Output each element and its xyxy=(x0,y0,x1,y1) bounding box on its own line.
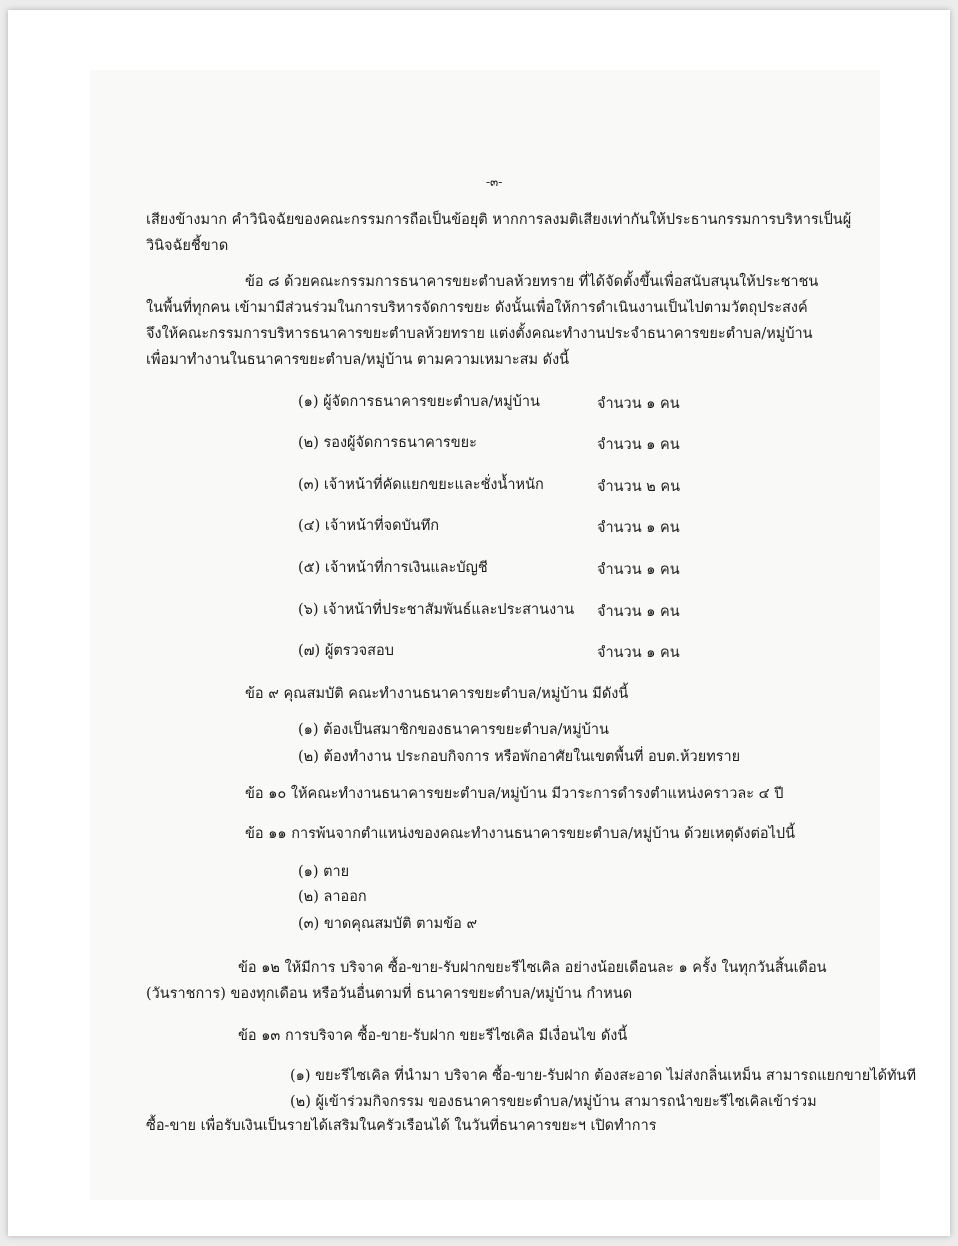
clause-13-line: ซื้อ-ขาย เพื่อรับเงินเป็นรายได้เสริมในครัวเรือนได้ ในวันที่ธนาคารขยะฯ เปิดทำการ xyxy=(146,1118,657,1134)
staff-role: (๔) เจ้าหน้าที่จดบันทึก xyxy=(298,518,440,534)
intro-line-2: วินิจฉัยชี้ขาด xyxy=(146,238,229,254)
staff-role: (๑) ผู้จัดการธนาคารขยะตำบล/หมู่บ้าน xyxy=(298,394,540,410)
clause-12-line-1: ข้อ ๑๒ ให้มีการ บริจาค ซื้อ-ขาย-รับฝากขยะรีไซเคิล อย่างน้อยเดือนละ ๑ ครั้ง ในทุกวันสิ้นเดือน xyxy=(238,960,827,976)
staff-count: จำนวน ๑ คน xyxy=(597,562,680,578)
staff-role: (๕) เจ้าหน้าที่การเงินและบัญชี xyxy=(298,560,488,576)
intro-line-1: เสียงข้างมาก คำวินิจฉัยของคณะกรรมการถือเป็นข้อยุติ หากการลงมติเสียงเท่ากันให้ประธานกรรมการบริหารเป็นผู้ xyxy=(146,212,852,228)
document-page xyxy=(8,10,950,1236)
staff-count: จำนวน ๑ คน xyxy=(597,645,680,661)
clause-9-heading: ข้อ ๙ คุณสมบัติ คณะทำงานธนาคารขยะตำบล/หมู่บ้าน มีดังนี้ xyxy=(245,686,629,702)
clause-11-item: (๒) ลาออก xyxy=(298,889,367,905)
staff-count: จำนวน ๑ คน xyxy=(597,520,680,536)
clause-8-line-2: ในพื้นที่ทุกคน เข้ามามีส่วนร่วมในการบริหารจัดการขยะ ดังนั้นเพื่อให้การดำเนินงานเป็นไปตามวัตถุประสงค์ xyxy=(146,300,808,316)
clause-8-line-3: จึงให้คณะกรรมการบริหารธนาคารขยะตำบลห้วยทราย แต่งตั้งคณะทำงานประจำธนาคารขยะตำบล/หมู่บ้าน xyxy=(146,326,813,342)
staff-role: (๓) เจ้าหน้าที่คัดแยกขยะและชั่งน้ำหนัก xyxy=(298,477,544,493)
clause-11-item: (๓) ขาดคุณสมบัติ ตามข้อ ๙ xyxy=(298,916,478,932)
staff-count: จำนวน ๑ คน xyxy=(597,604,680,620)
page-number: -๓- xyxy=(486,175,503,189)
clause-10: ข้อ ๑๐ ให้คณะทำงานธนาคารขยะตำบล/หมู่บ้าน มีวาระการดำรงตำแหน่งคราวละ ๔ ปี xyxy=(245,786,784,802)
clause-9-item: (๑) ต้องเป็นสมาชิกของธนาคารขยะตำบล/หมู่บ้าน xyxy=(298,722,609,738)
clause-8-line-4: เพื่อมาทำงานในธนาคารขยะตำบล/หมู่บ้าน ตามความเหมาะสม ดังนี้ xyxy=(146,352,570,368)
clause-13-heading: ข้อ ๑๓ การบริจาค ซื้อ-ขาย-รับฝาก ขยะรีไซเคิล มีเงื่อนไข ดังนี้ xyxy=(238,1028,628,1044)
staff-count: จำนวน ๑ คน xyxy=(597,396,680,412)
clause-13-line: (๑) ขยะรีไซเคิล ที่นำมา บริจาค ซื้อ-ขาย-รับฝาก ต้องสะอาด ไม่ส่งกลิ่นเหม็น สามารถแยกขายได้ทันที xyxy=(290,1068,917,1084)
staff-role: (๒) รองผู้จัดการธนาคารขยะ xyxy=(298,435,477,451)
clause-12-line-2: (วันราชการ) ของทุกเดือน หรือวันอื่นตามที่ ธนาคารขยะตำบล/หมู่บ้าน กำหนด xyxy=(146,986,633,1002)
clause-13-line: (๒) ผู้เข้าร่วมกิจกรรม ของธนาคารขยะตำบล/หมู่บ้าน สามารถนำขยะรีไซเคิลเข้าร่วม xyxy=(290,1094,817,1110)
clause-11-heading: ข้อ ๑๑ การพ้นจากตำแหน่งของคณะทำงานธนาคารขยะตำบล/หมู่บ้าน ด้วยเหตุดังต่อไปนี้ xyxy=(245,826,796,842)
staff-role: (๗) ผู้ตรวจสอบ xyxy=(298,643,394,659)
clause-8-line-1: ข้อ ๘ ด้วยคณะกรรมการธนาคารขยะตำบลห้วยทราย ที่ได้จัดตั้งขึ้นเพื่อสนับสนุนให้ประชาชน xyxy=(245,274,819,290)
staff-role: (๖) เจ้าหน้าที่ประชาสัมพันธ์และประสานงาน xyxy=(298,602,575,618)
staff-count: จำนวน ๒ คน xyxy=(597,479,680,495)
clause-11-item: (๑) ตาย xyxy=(298,864,350,880)
staff-count: จำนวน ๑ คน xyxy=(597,437,680,453)
clause-9-item: (๒) ต้องทำงาน ประกอบกิจการ หรือพักอาศัยในเขตพื้นที่ อบต.ห้วยทราย xyxy=(298,749,741,765)
